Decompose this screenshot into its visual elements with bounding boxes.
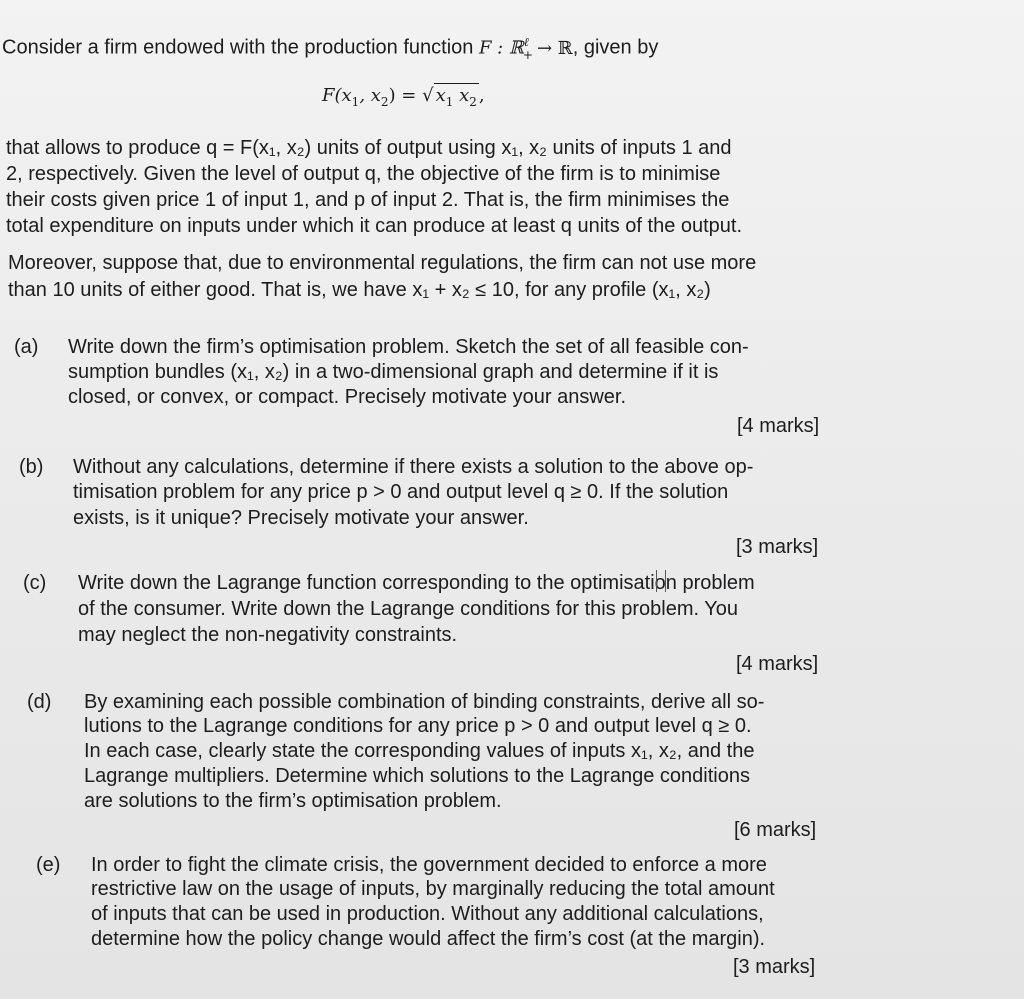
part-b-line-1: Without any calculations, determine if there exists a solution to the above op- [73, 456, 754, 478]
part-a-line-2: sumption bundles (x₁, x₂) in a two-dimensional graph and determine if it is [68, 361, 719, 383]
part-d-line-4: Lagrange multipliers. Determine which solutions to the Lagrange conditions [84, 765, 750, 787]
intro-math-arrow: → ℝ [536, 37, 573, 59]
part-c-label: (c) [23, 572, 47, 594]
part-d-label: (d) [27, 691, 52, 713]
part-e-marks: [3 marks] [733, 956, 816, 978]
part-b-label: (b) [19, 456, 44, 478]
para2-line-2: than 10 units of either good. That is, we have x₁ + x₂ ≤ 10, for any profile (x₁, x₂) [8, 279, 711, 301]
part-e-line-3: of inputs that can be used in production. Without any additional calculations, [91, 903, 764, 925]
part-c-marks: [4 marks] [736, 653, 819, 675]
para1-line-1: that allows to produce q = F(x₁, x₂) units of output using x₁, x₂ units of inputs 1 and [6, 137, 732, 159]
para1-line-3: their costs given price 1 of input 1, and p of input 2. That is, the firm minimises the [6, 189, 730, 211]
intro-text-b: , given by [572, 36, 659, 59]
part-d-line-1: By examining each possible combination of binding constraints, derive all so- [84, 691, 765, 713]
part-e-line-4: determine how the policy change would affect the firm’s cost (at the margin). [91, 928, 766, 950]
para1-line-2: 2, respectively. Given the level of output q, the objective of the firm is to minimise [6, 163, 721, 185]
part-b-line-3: exists, is it unique? Precisely motivate your answer. [73, 507, 529, 529]
part-b-line-2: timisation problem for any price p > 0 and output level q ≥ 0. If the solution [73, 481, 729, 503]
eq-lhs-sub2: 2 [380, 95, 389, 109]
part-e-label: (e) [36, 854, 61, 876]
eq-radicand: $x_1$ $x_2$ [435, 85, 477, 109]
intro-math-f: F : ℝ [478, 37, 524, 59]
part-d-line-5: are solutions to the firm’s optimisation problem. [84, 790, 502, 812]
part-a-marks: [4 marks] [737, 415, 820, 437]
part-b-marks: [3 marks] [736, 536, 819, 558]
part-e-line-2: restrictive law on the usage of inputs, by marginally reducing the total amount [91, 878, 775, 900]
part-d-marks: [6 marks] [734, 819, 817, 841]
part-a-label: (a) [14, 336, 39, 358]
part-a-line-3: closed, or convex, or compact. Precisely motivate your answer. [68, 386, 627, 408]
part-d-line-2: lutions to the Lagrange conditions for any price p > 0 and output level q ≥ 0. [84, 715, 752, 737]
eq-lhs: F(x [322, 85, 352, 106]
text-cursor-icon [656, 570, 666, 592]
intro-line [2, 30, 658, 67]
part-a-line-1: Write down the firm’s optimisation problem. Sketch the set of all feasible con- [68, 336, 749, 358]
part-c-line-3: may neglect the non-negativity constraints. [78, 624, 458, 646]
para1-line-4: total expenditure on inputs under which it can produce at least q units of the output. [6, 215, 743, 237]
para2-line-1: Moreover, suppose that, due to environmental regulations, the firm can not use more [8, 252, 757, 274]
part-c-line-2: of the consumer. Write down the Lagrange conditions for this problem. You [78, 598, 739, 620]
part-d-line-3: In each case, clearly state the corresponding values of inputs x₁, x₂, and the [84, 740, 755, 762]
eq-lhs-mid: , x [359, 85, 381, 106]
intro-math-sub: + [522, 47, 533, 62]
intro-math-sup: ℓ [523, 35, 529, 49]
intro-text-a: Consider a firm endowed with the production function [2, 36, 479, 59]
production-equation [322, 84, 485, 109]
eq-lhs-end: ) = √ [388, 85, 434, 106]
eq-lhs-sub1: 1 [351, 95, 360, 109]
part-e-line-1: In order to fight the climate crisis, the government decided to enforce a more [91, 854, 767, 876]
eq-tail: , [478, 85, 485, 106]
part-c-line-1: Write down the Lagrange function corresponding to the optimisation problem [78, 572, 755, 594]
